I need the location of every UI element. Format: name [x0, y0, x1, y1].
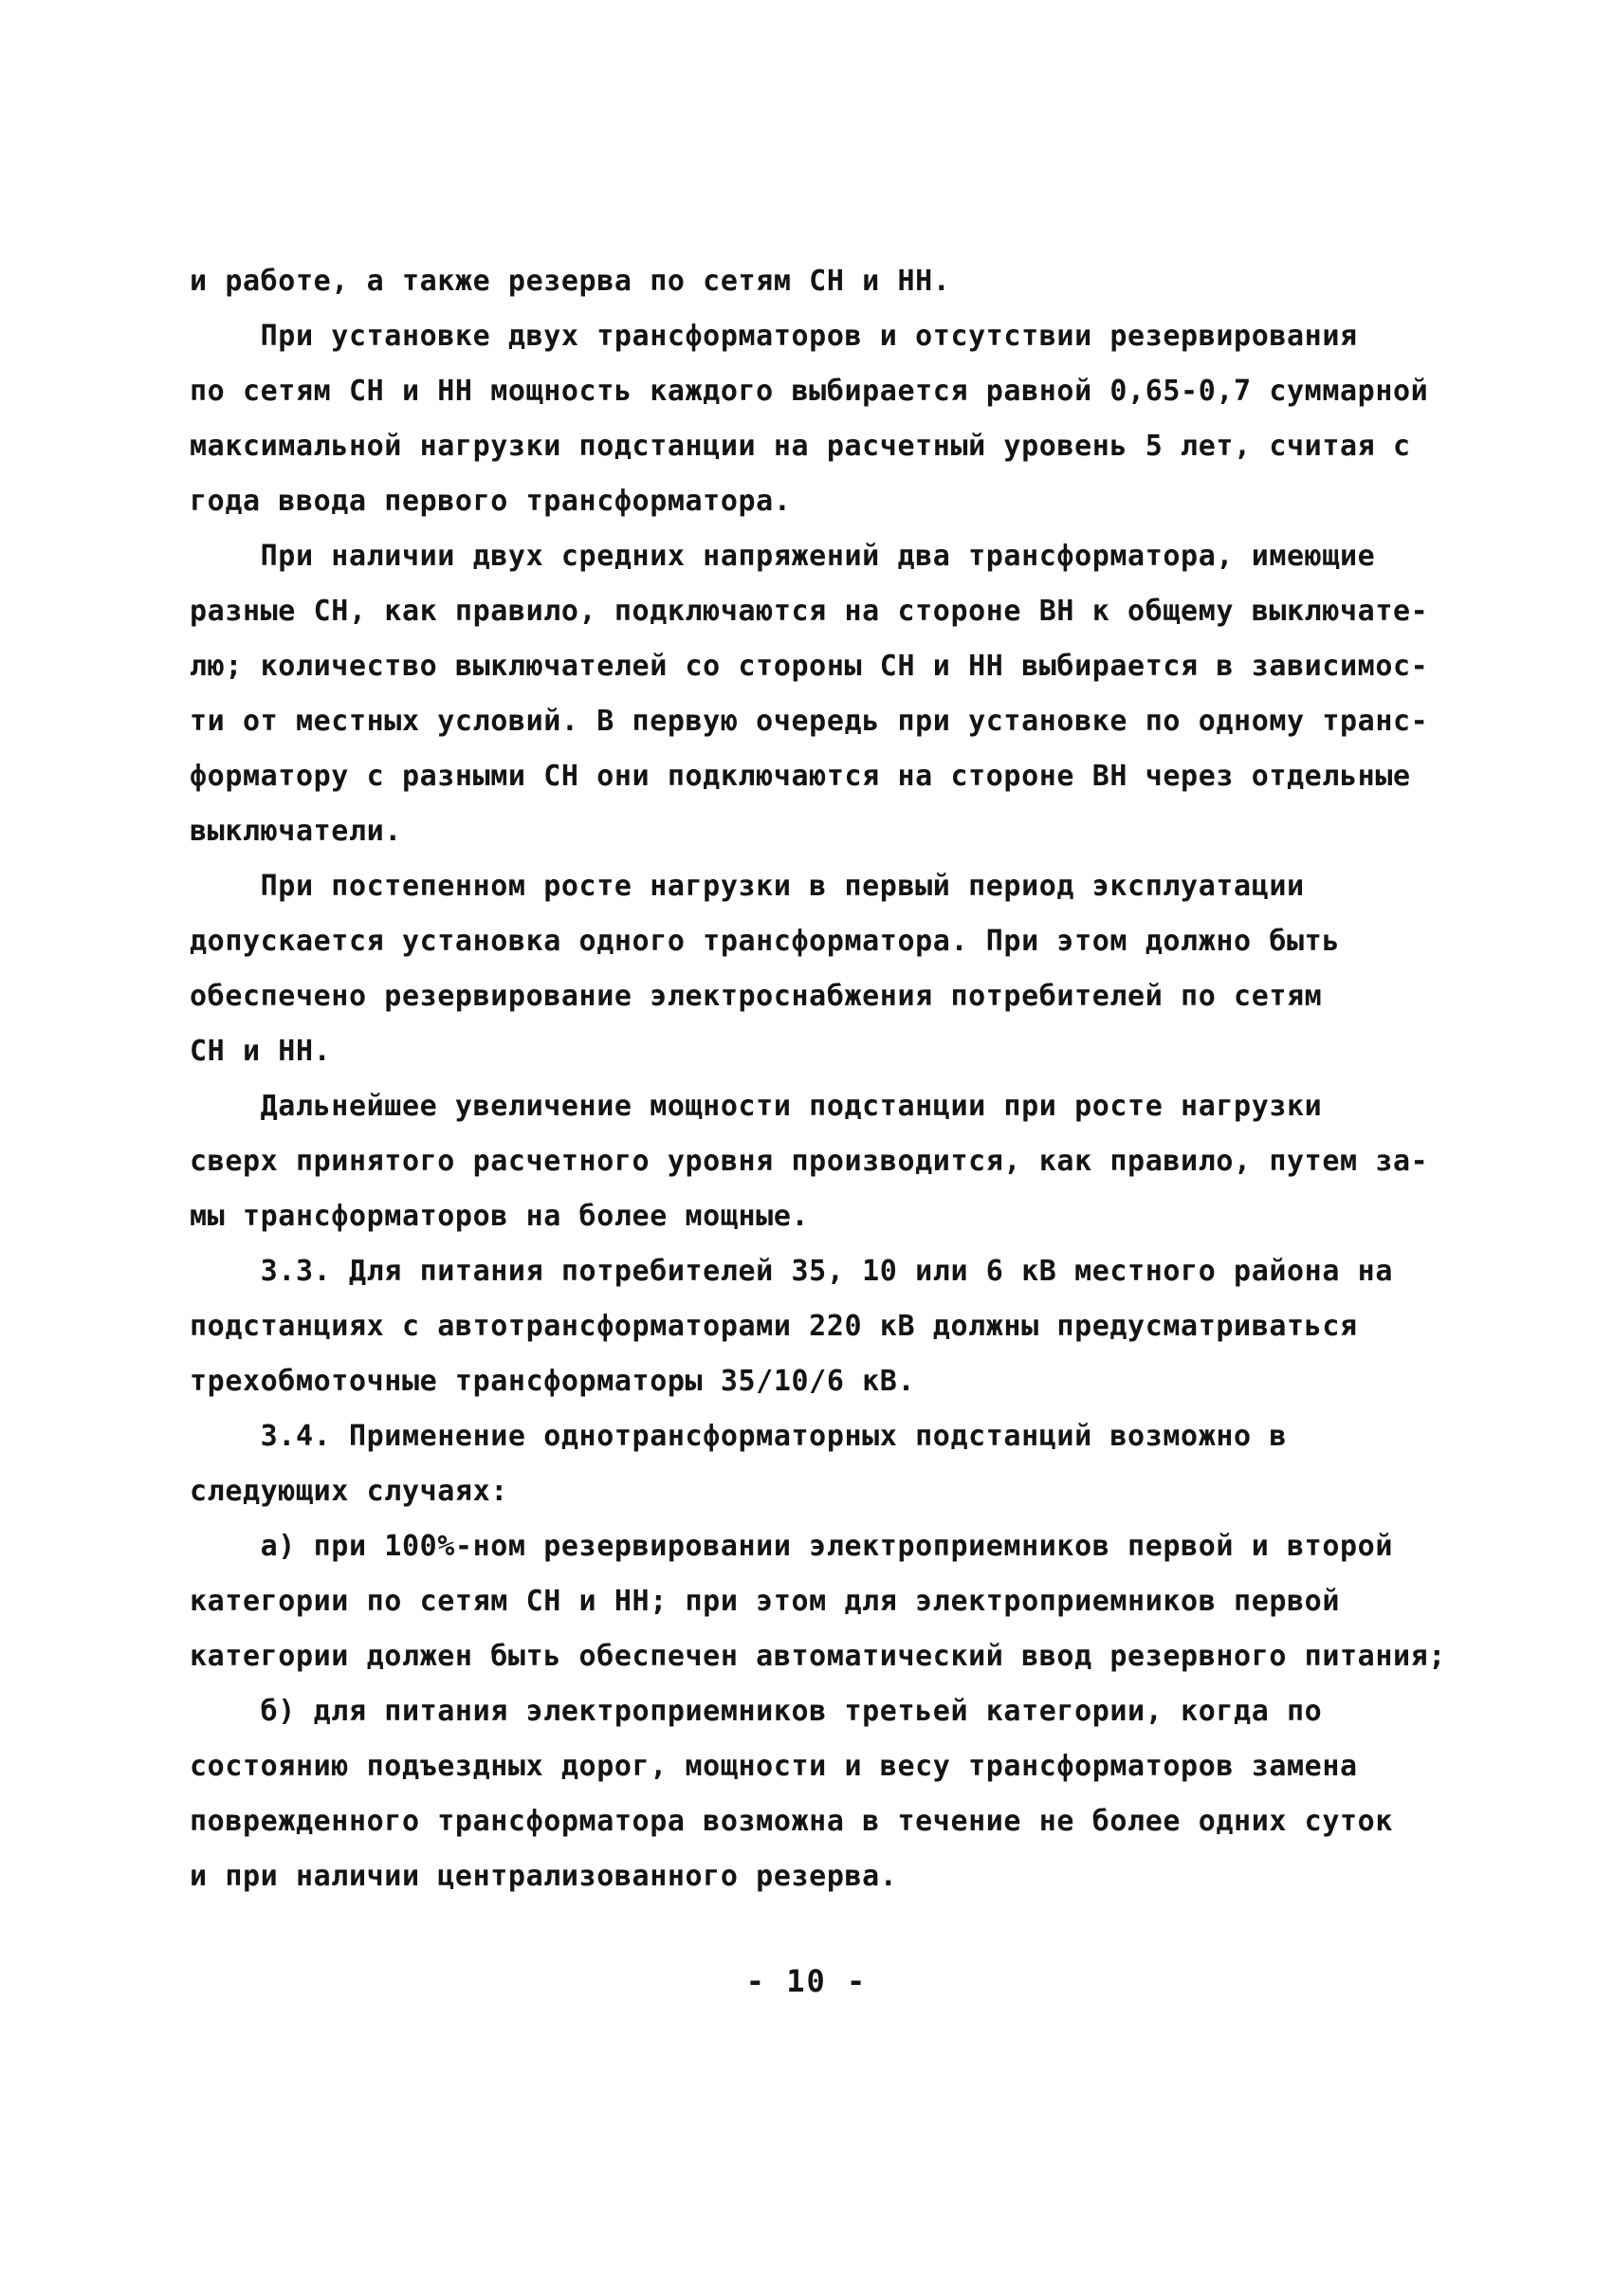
text-line: При наличии двух средних напряжений два трансформатора, имеющие: [190, 540, 1376, 573]
text-line: по сетям СН и НН мощность каждого выбирается равной 0,65-0,7 суммарной: [190, 375, 1429, 408]
body-text: [190, 254, 1446, 1904]
text-line: ти от местных условий. В первую очередь при установке по одному транс-: [190, 705, 1429, 738]
text-line: категории должен быть обеспечен автоматический ввод резервного питания;: [190, 1640, 1446, 1673]
text-line: категории по сетям СН и НН; при этом для электроприемников первой: [190, 1585, 1340, 1618]
text-line: выключатели.: [190, 815, 402, 848]
text-line: СН и НН.: [190, 1035, 332, 1068]
text-line: лю; количество выключателей со стороны СН и НН выбирается в зависимос-: [190, 650, 1429, 683]
text-line: поврежденного трансформатора возможна в течение не более одних суток: [190, 1805, 1393, 1838]
text-line: а) при 100%-ном резервировании электроприемников первой и второй: [190, 1530, 1393, 1563]
text-line: состоянию подъездных дорог, мощности и весу трансформаторов замена: [190, 1750, 1358, 1783]
text-line: разные СН, как правило, подключаются на стороне ВН к общему выключате-: [190, 595, 1429, 628]
text-line: следующих случаях:: [190, 1475, 508, 1508]
text-line: трехобмоточные трансформаторы 35/10/6 кВ.: [190, 1365, 916, 1398]
text-line: мы трансформаторов на более мощные.: [190, 1200, 810, 1233]
text-line: и при наличии централизованного резерва.: [190, 1860, 898, 1893]
text-line: максимальной нагрузки подстанции на расчетный уровень 5 лет, считая с: [190, 430, 1411, 463]
text-line: обеспечено резервирование электроснабжения потребителей по сетям: [190, 980, 1323, 1013]
text-line: Дальнейшее увеличение мощности подстанции при росте нагрузки: [190, 1090, 1323, 1123]
text-line: При установке двух трансформаторов и отсутствии резервирования: [190, 320, 1358, 353]
text-line: и работе, а также резерва по сетям СН и НН.: [190, 265, 951, 298]
text-line: 3.3. Для питания потребителей 35, 10 или 6 кВ местного района на: [190, 1255, 1393, 1288]
text-line: года ввода первого трансформатора.: [190, 485, 792, 518]
text-line: 3.4. Применение однотрансформаторных подстанций возможно в: [190, 1420, 1288, 1453]
text-line: При постепенном росте нагрузки в первый период эксплуатации: [190, 870, 1305, 903]
text-line: форматору с разными СН они подключаются на стороне ВН через отдельные: [190, 760, 1411, 793]
text-line: допускается установка одного трансформатора. При этом должно быть: [190, 925, 1340, 958]
text-line: б) для питания электроприемников третьей категории, когда по: [190, 1695, 1323, 1728]
text-line: сверх принятого расчетного уровня производится, как правило, путем за-: [190, 1145, 1429, 1178]
page-number: - 10 -: [745, 1963, 868, 1999]
text-line: подстанциях с автотрансформаторами 220 кВ должны предусматриваться: [190, 1310, 1358, 1343]
